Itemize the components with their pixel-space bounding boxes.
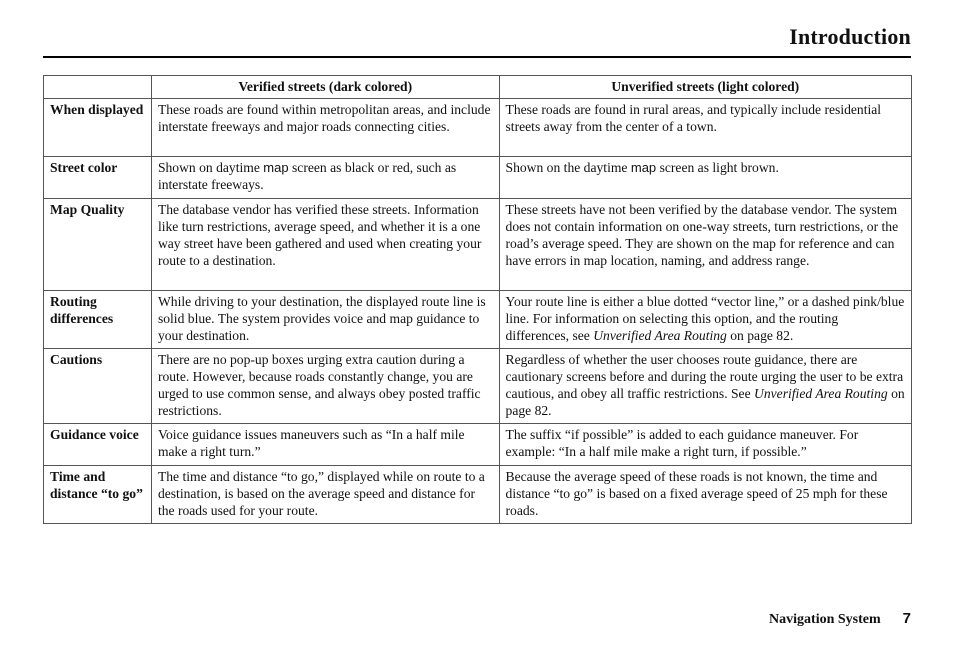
- table-row: [44, 199, 912, 291]
- unverified-cell: Regardless of whether the user chooses route guidance, there are cautionary screens before and during the route urging the user to be extra cautious, and obey all traffic restrictions. See Unverified Area Routing on page 82.: [499, 349, 911, 424]
- page-number: 7: [902, 610, 911, 627]
- page-reference: Unverified Area Routing: [754, 386, 888, 401]
- verified-cell: While driving to your destination, the displayed route line is solid blue. The system provides voice and map guidance to your destination.: [151, 291, 499, 349]
- verified-cell: Voice guidance issues maneuvers such as “In a half mile make a right turn.”: [151, 424, 499, 466]
- page-title: Introduction: [789, 24, 911, 49]
- page-reference: Unverified Area Routing: [593, 328, 727, 343]
- unverified-cell: Shown on the daytime map screen as light brown.: [499, 157, 911, 199]
- table-row: [44, 349, 912, 424]
- verified-cell: The time and distance “to go,” displayed while on route to a destination, is based on the average speed and distance for the roads used for your route.: [151, 466, 499, 524]
- header-verified: Verified streets (dark colored): [151, 76, 499, 99]
- unverified-cell: These streets have not been verified by the database vendor. The system does not contain information on one-way streets, turn restrictions, or the road’s average speed. They are shown on the map for reference and can have errors in map location, naming, and address range.: [499, 199, 911, 291]
- page-footer: [769, 610, 911, 628]
- row-label: Map Quality: [44, 199, 152, 291]
- verified-cell: These roads are found within metropolitan areas, and include interstate freeways and major roads connecting cities.: [151, 99, 499, 157]
- footer-section-name: Navigation System: [769, 612, 881, 627]
- unverified-cell: Because the average speed of these roads is not known, the time and distance “to go” is based on a fixed average speed of 25 mph for these roads.: [499, 466, 911, 524]
- comparison-table: [43, 75, 912, 524]
- verified-cell: Shown on daytime map screen as black or red, such as interstate freeways.: [151, 157, 499, 199]
- verified-cell: There are no pop-up boxes urging extra caution during a route. However, because roads constantly change, you are urged to use common sense, and always obey posted traffic restrictions.: [151, 349, 499, 424]
- header-unverified: Unverified streets (light colored): [499, 76, 911, 99]
- table-row: [44, 424, 912, 466]
- verified-cell: The database vendor has verified these streets. Information like turn restrictions, average speed, and whether it is a one way street have been gathered and used when creating your route to a destination.: [151, 199, 499, 291]
- table-row: [44, 291, 912, 349]
- unverified-cell: Your route line is either a blue dotted “vector line,” or a dashed pink/blue line. For information on selecting this option, and the routing differences, see Unverified Area Routing on page 82.: [499, 291, 911, 349]
- table-row: [44, 157, 912, 199]
- row-label: Cautions: [44, 349, 152, 424]
- row-label: Guidance voice: [44, 424, 152, 466]
- table-row: [44, 99, 912, 157]
- table-row: [44, 466, 912, 524]
- header-blank-cell: [44, 76, 152, 99]
- unverified-cell: These roads are found in rural areas, and typically include residential streets away from the center of a town.: [499, 99, 911, 157]
- title-rule: [43, 56, 911, 58]
- row-label: When displayed: [44, 99, 152, 157]
- row-label: Routing differences: [44, 291, 152, 349]
- row-label: Time and distance “to go”: [44, 466, 152, 524]
- table-header-row: [44, 76, 912, 99]
- row-label: Street color: [44, 157, 152, 199]
- unverified-cell: The suffix “if possible” is added to each guidance maneuver. For example: “In a half mile make a right turn, if possible.”: [499, 424, 911, 466]
